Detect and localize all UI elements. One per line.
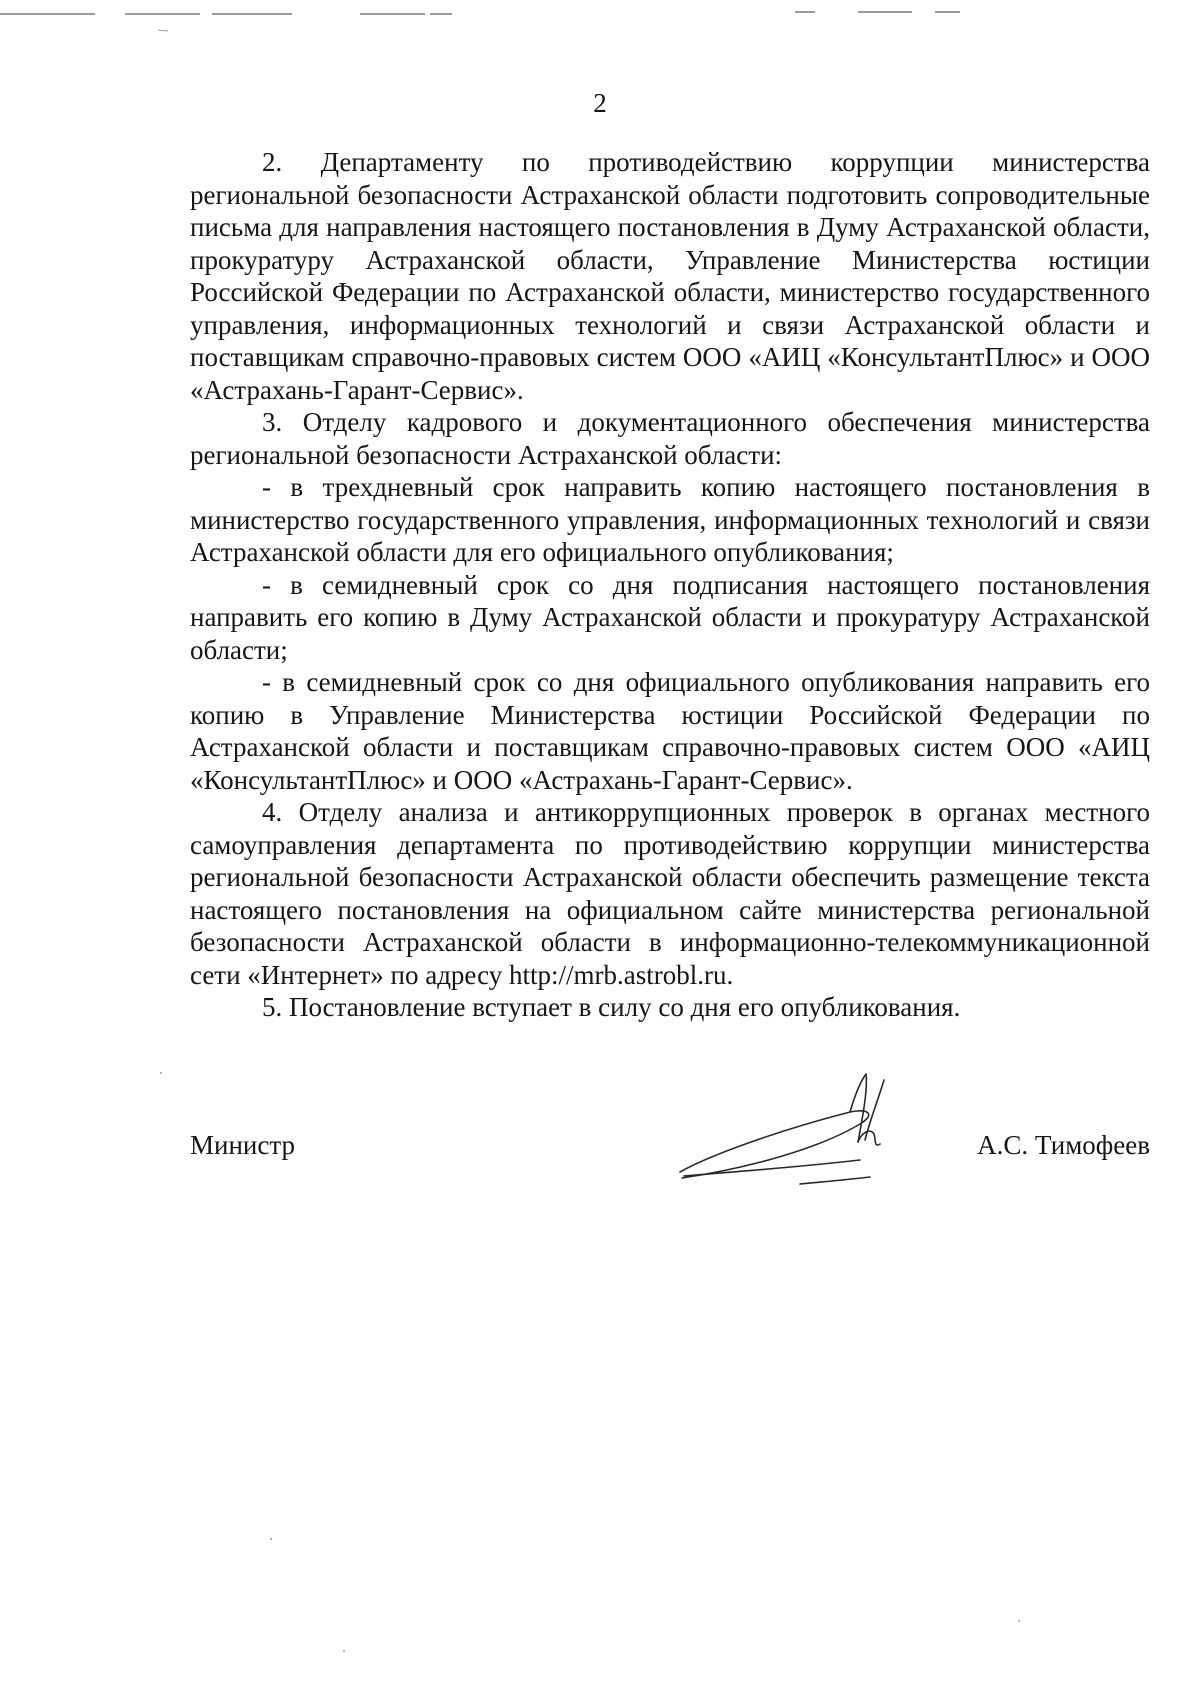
signatory-title: Министр	[190, 1130, 295, 1160]
signature-block	[190, 1130, 1150, 1190]
paragraph-3-item-3: - в семидневный срок со дня официального опубликования направить его копию в Управление Министерства юстиции Российской Федерации по Астраханской области и поставщикам справочно-правовых систем ООО «АИЦ «КонсультантПлюс» и ООО «Астрахань-Гарант-Сервис».	[190, 667, 1150, 795]
paragraph-3-item-1: - в трехдневный срок направить копию настоящего постановления в министерство государственного управления, информационных технологий и связи Астраханской области для его официального опубликования;	[190, 472, 1150, 567]
scan-speck	[160, 1072, 162, 1074]
scan-speck	[1018, 1620, 1020, 1622]
paragraph-2: 2. Департаменту по противодействию коррупции министерства региональной безопасности Астраханской области подготовить сопроводительные письма для направления настоящего постановления в Думу Астраханской области, прокуратуру Астраханской области, Управление Министерства юстиции Российской Федерации по Астраханской области, министерство государственного управления, информационных технологий и связи Астраханской области и поставщикам справочно-правовых систем ООО «АИЦ «КонсультантПлюс» и ООО «Астрахань-Гарант-Сервис».	[190, 147, 1150, 405]
page-number: 2	[593, 88, 607, 118]
paragraph-5: 5. Постановление вступает в силу со дня его опубликования.	[262, 992, 961, 1022]
paragraph-4: 4. Отделу анализа и антикоррупционных проверок в органах местного самоуправления департамента по противодействию коррупции министерства региональной безопасности Астраханской области обеспечить размещение текста настоящего постановления на официальном сайте министерства региональной безопасности Астраханской области в информационно-телекоммуникационной сети «Интернет» по адресу http://mrb.astrobl.ru.	[190, 797, 1150, 990]
scan-edge-marks	[0, 0, 1200, 40]
document-body	[190, 146, 1150, 1024]
scan-speck	[270, 1538, 272, 1540]
scan-speck	[343, 1650, 345, 1652]
paragraph-3: 3. Отделу кадрового и документационного обеспечения министерства региональной безопасности Астраханской области:	[190, 407, 1150, 470]
signatory-name: А.С. Тимофеев	[977, 1130, 1150, 1160]
paragraph-3-item-2: - в семидневный срок со дня подписания настоящего постановления направить его копию в Думу Астраханской области и прокуратуру Астраханской области;	[190, 569, 1150, 665]
